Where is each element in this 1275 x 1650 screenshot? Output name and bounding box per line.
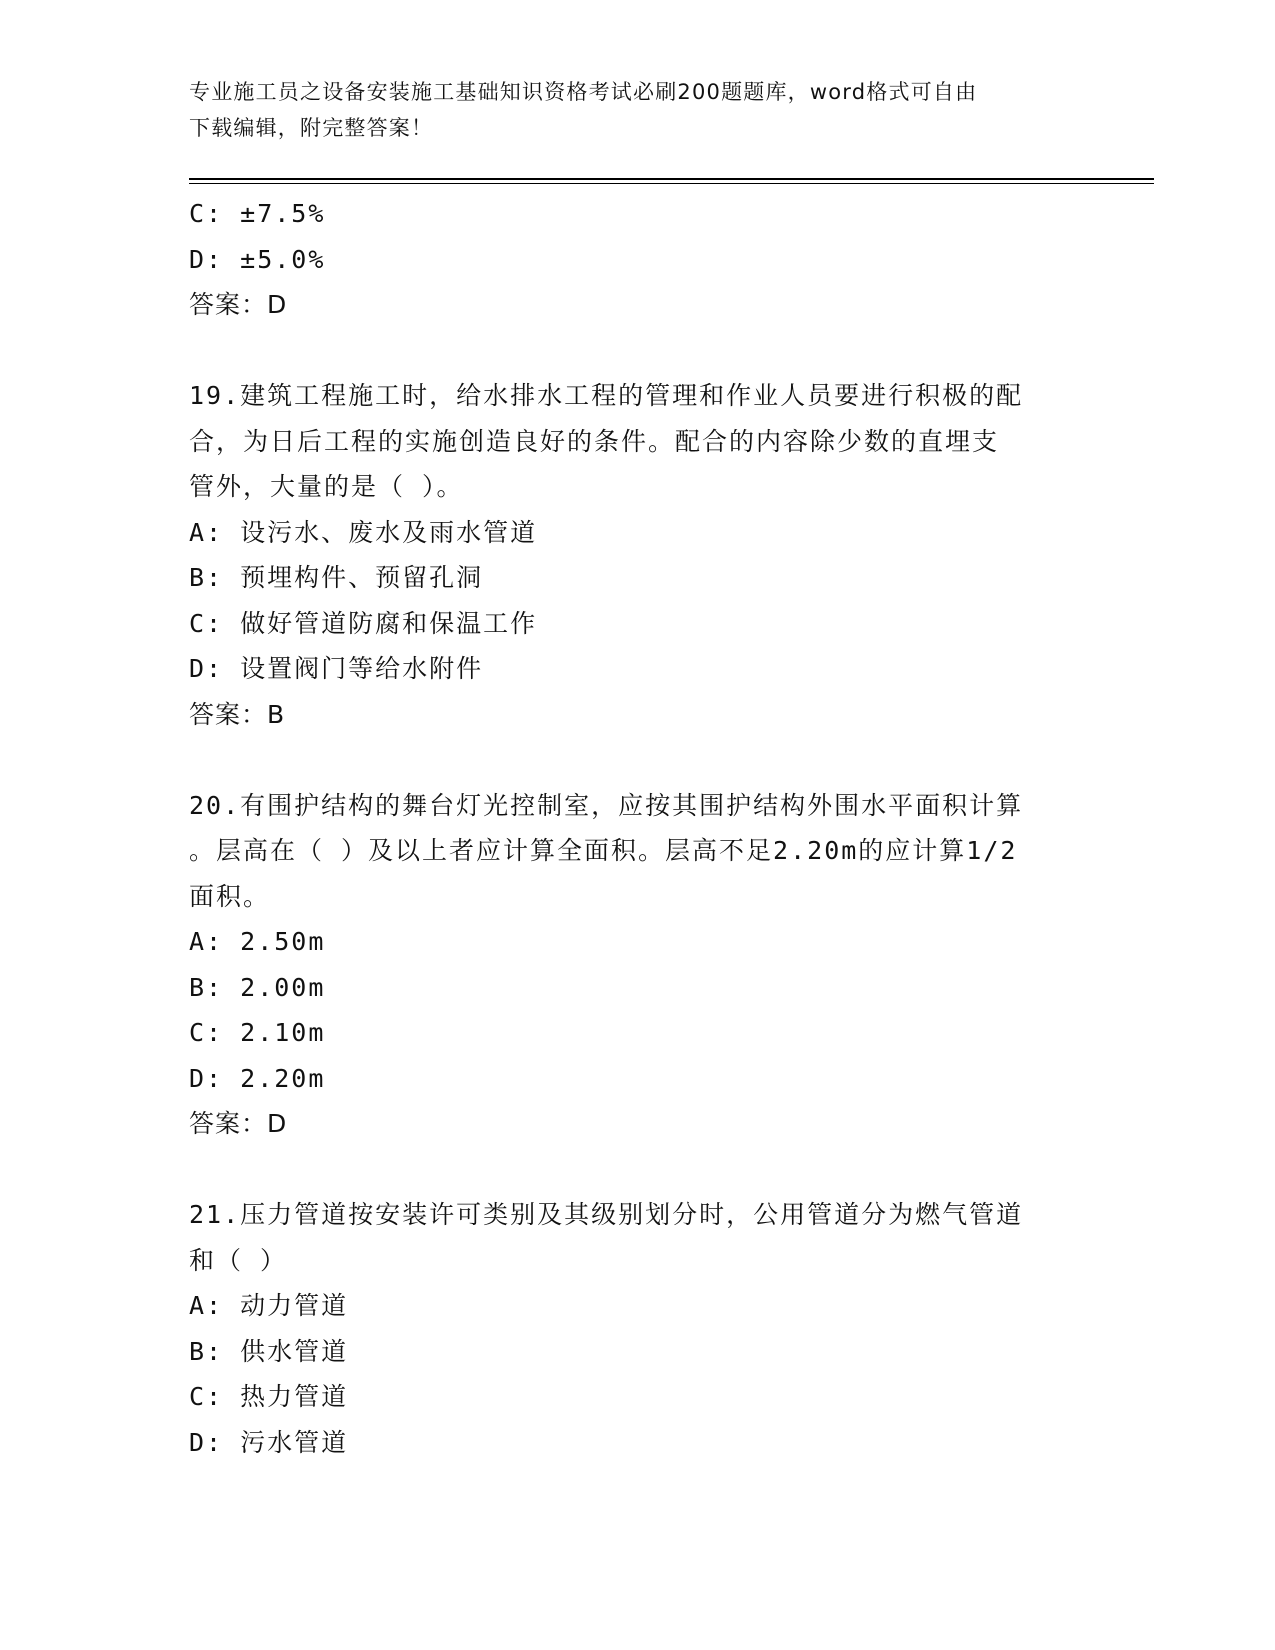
header-divider-thin	[189, 183, 1154, 184]
option-c: C: 做好管道防腐和保温工作	[189, 608, 538, 638]
question-19	[189, 373, 1069, 737]
answer-line: 答案：D	[189, 290, 288, 319]
header-divider-thick	[189, 178, 1154, 180]
option-d: D: 污水管道	[189, 1427, 349, 1457]
question-20	[189, 783, 1069, 1147]
header-title-line-1: 专业施工员之设备安装施工基础知识资格考试必刷200题题库，word格式可自由	[189, 80, 978, 104]
question-list	[189, 191, 1069, 1465]
spacer	[189, 1147, 1069, 1193]
option-a: A: 2.50m	[189, 927, 326, 956]
question-21	[189, 1192, 1069, 1465]
option-c: C: ±7.5%	[189, 199, 326, 228]
option-b: B: 预埋构件、预留孔洞	[189, 563, 484, 592]
answer-line: 答案：B	[189, 699, 286, 729]
question-stem-line-3: 管外，大量的是（ ）。	[189, 472, 464, 501]
question-stem-line-1: 21.压力管道按安装许可类别及其级别划分时，公用管道分为燃气管道	[189, 1200, 1024, 1229]
question-stem-line-3: 面积。	[189, 881, 271, 911]
question-stem-line-2: 和（ ）	[189, 1245, 288, 1275]
question-stem-line-2: 。层高在（ ）及以上者应计算全面积。层高不足2.20m的应计算1/2	[189, 836, 1018, 865]
option-d: D: 2.20m	[189, 1063, 326, 1093]
option-c: C: 2.10m	[189, 1018, 326, 1047]
option-d: D: ±5.0%	[189, 244, 326, 274]
document-header	[189, 74, 1069, 146]
question-stem-line-1: 20.有围护结构的舞台灯光控制室，应按其围护结构外围水平面积计算	[189, 790, 1024, 820]
question-stem-line-2: 合，为日后工程的实施创造良好的条件。配合的内容除少数的直埋支	[189, 426, 1000, 456]
question-18-tail	[189, 191, 1069, 328]
option-c: C: 热力管道	[189, 1382, 349, 1411]
spacer	[189, 328, 1069, 374]
spacer	[189, 737, 1069, 783]
option-b: B: 2.00m	[189, 972, 326, 1002]
header-title-line-2: 下载编辑，附完整答案！	[189, 116, 434, 140]
option-a: A: 设污水、废水及雨水管道	[189, 517, 538, 547]
option-d: D: 设置阀门等给水附件	[189, 654, 484, 683]
question-stem-line-1: 19.建筑工程施工时，给水排水工程的管理和作业人员要进行积极的配	[189, 381, 1024, 410]
option-a: A: 动力管道	[189, 1291, 349, 1320]
answer-line: 答案：D	[189, 1109, 288, 1138]
option-b: B: 供水管道	[189, 1336, 349, 1366]
